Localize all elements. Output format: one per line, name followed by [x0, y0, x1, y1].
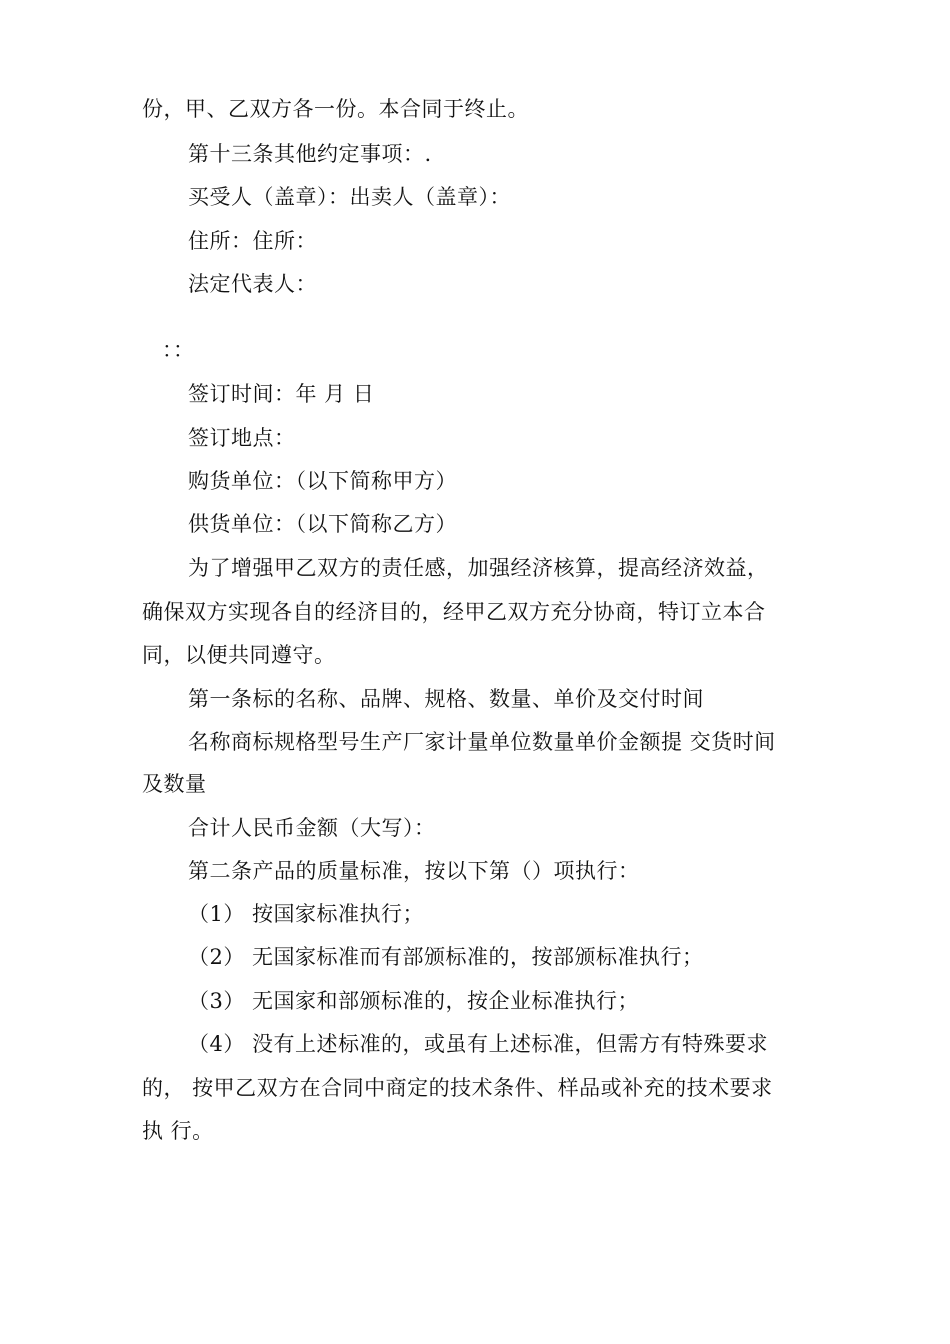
article-2-heading: 第二条产品的质量标准，按以下第（）项执行：: [188, 859, 640, 883]
preamble-line: 确保双方实现各自的经济目的，经甲乙双方充分协商，特订立本合: [142, 600, 766, 624]
article-1-heading: 第一条标的名称、品牌、规格、数量、单价及交付时间: [188, 687, 704, 711]
signing-date-line: 签订时间：年 月 日: [188, 382, 375, 406]
standard-option-4-cont: 的， 按甲乙双方在合同中商定的技术条件、样品或补充的技术要求: [142, 1076, 773, 1100]
standard-option-4-cont: 执 行。: [142, 1119, 214, 1143]
standard-option-4: （4） 没有上述标准的，或虽有上述标准，但需方有特殊要求: [188, 1032, 769, 1056]
total-amount-line: 合计人民币金额（大写）：: [188, 816, 436, 840]
text-line: 份，甲、乙双方各一份。本合同于终止。: [142, 97, 529, 121]
standard-option-2: （2） 无国家标准而有部颁标准的，按部颁标准执行；: [188, 945, 704, 969]
article-13-heading: 第十三条其他约定事项：.: [188, 142, 432, 166]
item-columns-line: 及数量: [142, 772, 207, 796]
item-columns-line: 名称商标规格型号生产厂家计量单位数量单价金额提 交货时间: [188, 730, 776, 754]
supplier-unit-line: 供货单位：（以下简称乙方）: [188, 512, 457, 536]
signing-place-line: 签订地点：: [188, 426, 296, 450]
standard-option-3: （3） 无国家和部颁标准的，按企业标准执行；: [188, 989, 640, 1013]
colon-line: ：：: [162, 338, 195, 362]
legal-representative-line: 法定代表人：: [188, 272, 317, 296]
preamble-line: 同，以便共同遵守。: [142, 643, 336, 667]
address-line: 住所：住所：: [188, 229, 317, 253]
standard-option-1: （1） 按国家标准执行；: [188, 902, 425, 926]
signature-parties-line: 买受人（盖章）：出卖人（盖章）：: [188, 185, 511, 209]
buyer-unit-line: 购货单位：（以下简称甲方）: [188, 469, 457, 493]
preamble-line: 为了增强甲乙双方的责任感，加强经济核算，提高经济效益，: [188, 556, 769, 580]
